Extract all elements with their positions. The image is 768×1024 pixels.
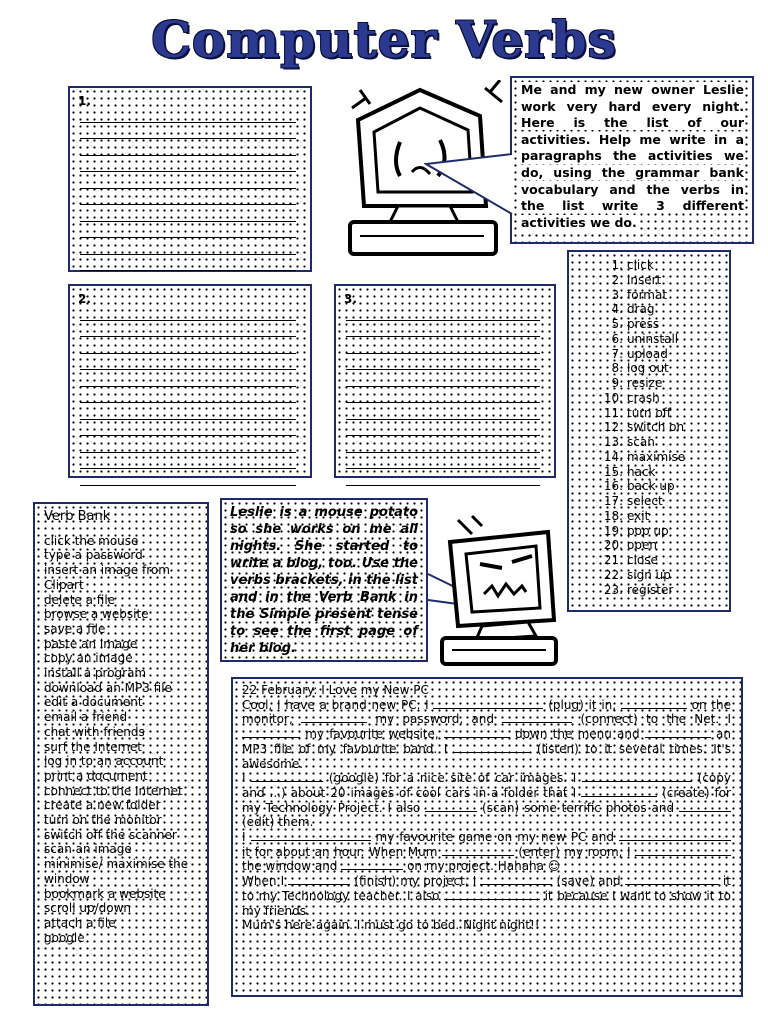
- verb-list-item: [569, 273, 729, 288]
- verb-list-verb: resize: [627, 376, 663, 390]
- verb-bank-item: install a program: [44, 666, 147, 681]
- fill-in-blank[interactable]: [251, 771, 323, 782]
- verb-list-verb: maximise: [627, 449, 686, 464]
- verb-list-number: 1.: [611, 258, 623, 272]
- fill-in-blank[interactable]: [679, 801, 731, 812]
- verb-list-item: [569, 420, 729, 435]
- fill-in-blank[interactable]: [645, 727, 711, 738]
- verb-list-number: 15.: [603, 464, 623, 479]
- verb-list-item: [569, 538, 729, 553]
- fill-in-blank[interactable]: [242, 727, 300, 738]
- verb-bank-item: log in to an account: [44, 754, 164, 769]
- verb-list-item: [569, 524, 729, 539]
- fill-in-blank[interactable]: [425, 801, 477, 812]
- verb-list-verb: scan: [627, 435, 655, 449]
- verb-list-item: [569, 465, 729, 480]
- verb-list-number: 14.: [603, 449, 623, 464]
- blog-text: it for about an hour. When Mum: [242, 844, 442, 859]
- verb-list-number: 12.: [603, 420, 623, 435]
- fill-in-blank[interactable]: [444, 727, 510, 738]
- verb-list-number: 20.: [603, 538, 623, 553]
- verb-list-item: [569, 553, 729, 568]
- verb-list-number: 6.: [611, 331, 623, 346]
- verb-list-number: 18.: [603, 508, 623, 523]
- verb-bank-item: turn on the monitor: [44, 813, 162, 828]
- verb-list-verb: turn off: [627, 405, 672, 420]
- blog-text: (enter) my room, I: [513, 844, 635, 859]
- verb-list-number: 21.: [603, 553, 623, 567]
- verb-bank-box: [33, 502, 209, 1006]
- verb-bank-item: google: [44, 930, 85, 945]
- verb-list-item: [569, 332, 729, 347]
- fill-in-blank[interactable]: [301, 712, 367, 723]
- verb-list-verb: click: [627, 258, 654, 272]
- verb-bank-item: minimise/ maximise the window: [44, 857, 189, 886]
- verb-bank-item: type a password: [44, 548, 143, 563]
- verb-list-verb: sign up: [627, 567, 671, 582]
- blog-text: Mum's here again. I must go to bed. Night night!!: [242, 918, 540, 933]
- verb-bank-item: create a new folder: [44, 798, 161, 813]
- verb-list-number: 10.: [603, 390, 623, 405]
- verb-bank-item: scan an image: [44, 842, 132, 857]
- verb-list-number: 17.: [603, 494, 623, 508]
- blog-text: my password, and: [367, 712, 503, 727]
- writing-lines: [346, 304, 540, 468]
- verb-list-verb: switch on: [627, 420, 685, 435]
- blog-text: on my project. Hahaha ☺: [403, 859, 561, 874]
- verb-bank-item: switch off the scanner: [44, 827, 177, 842]
- verb-bank-item: insert an image from Clipart: [44, 563, 170, 592]
- verb-list-number: 16.: [603, 479, 623, 494]
- fill-in-blank[interactable]: [454, 742, 530, 753]
- blog-text: (finish) my project, I: [350, 874, 481, 889]
- verb-bank-item: copy an image: [44, 651, 133, 666]
- verb-list-item: [569, 347, 729, 362]
- blog-text: (copy and ...) about 20 images of cool cars in a folder that I: [242, 771, 731, 800]
- verb-list-item: [569, 317, 729, 332]
- writing-lines: [80, 106, 296, 262]
- verb-list-item: [569, 450, 729, 465]
- blog-text: it to my Technology teacher. I also: [242, 874, 731, 903]
- blog-text: I: [242, 771, 252, 786]
- verb-list-number: 9.: [611, 376, 623, 390]
- verb-bank-item: connect to the Internet: [44, 783, 183, 798]
- verb-list-number: 11.: [603, 405, 623, 420]
- blog-text: (connect) to the Net. I: [572, 712, 731, 727]
- blog-text: it because I want to show it to my friends.: [242, 888, 731, 918]
- verb-bank-list: [44, 534, 207, 946]
- verb-list-item: [569, 406, 729, 421]
- blog-box[interactable]: [231, 677, 743, 997]
- verb-list-verb: uninstall: [627, 331, 679, 346]
- verb-list-number: 4.: [611, 302, 623, 317]
- blog-instruction-text: Leslie is a mouse potato so she works on me all nights. She started to write a blog, too. Use the verbs brackets, in the list and in the Verb Bank in the Simple present tense to see the first page of her blog.: [230, 505, 418, 656]
- verb-list-item: [569, 568, 729, 583]
- blog-text: (edit) them.: [242, 815, 314, 830]
- verb-list-verb: format: [627, 287, 668, 302]
- writing-box-2[interactable]: [68, 284, 312, 478]
- verb-bank-item: save a file: [44, 621, 106, 636]
- blog-text: (google) for a nice site of car images. I: [323, 771, 582, 786]
- verb-list-box: [567, 250, 731, 612]
- verb-list-item: [569, 302, 729, 317]
- fill-in-blank[interactable]: [581, 786, 657, 797]
- blog-text: When I: [242, 874, 289, 889]
- writing-lines: [80, 304, 296, 468]
- verb-bank-item: paste an image: [44, 636, 138, 651]
- fill-in-blank[interactable]: [433, 698, 543, 709]
- verb-list-number: 8.: [611, 361, 623, 376]
- writing-box-3[interactable]: [334, 284, 556, 478]
- verb-list-number: 23.: [603, 582, 623, 597]
- fill-in-blank[interactable]: [502, 712, 572, 723]
- blog-text: my favourite game on my new PC and: [370, 830, 619, 845]
- blog-paragraph: [242, 698, 731, 772]
- blog-text: (plug) it in,: [543, 697, 621, 712]
- blog-paragraph: [242, 683, 731, 698]
- fill-in-blank[interactable]: [582, 771, 692, 782]
- verb-list-item: [569, 376, 729, 391]
- verb-list-verb: register: [627, 582, 674, 597]
- verb-bank-item: click the mouse: [44, 533, 139, 548]
- verb-bank-item: surf the Internet: [44, 739, 142, 754]
- verb-bank-item: delete a file: [44, 592, 116, 607]
- verb-bank-item: email a friend: [44, 710, 128, 725]
- speech-pointer: [424, 150, 514, 220]
- verb-bank-heading: Verb Bank: [44, 509, 111, 524]
- verb-list-item: [569, 391, 729, 406]
- verb-list-item: [569, 258, 729, 273]
- blog-text: the window and: [242, 859, 342, 874]
- writing-box-number: 1.: [78, 94, 91, 108]
- fill-in-blank[interactable]: [480, 874, 552, 885]
- verb-list-verb: press: [627, 317, 660, 331]
- verb-bank-item: chat with friends: [44, 724, 145, 739]
- fill-in-blank[interactable]: [625, 874, 719, 885]
- fill-in-blank[interactable]: [341, 859, 403, 870]
- fill-in-blank[interactable]: [251, 830, 371, 841]
- verb-list-number: 3.: [611, 287, 623, 302]
- blog-text: (listen) to it several times. It's awesome.: [242, 741, 731, 771]
- fill-in-blank[interactable]: [621, 698, 687, 709]
- fill-in-blank[interactable]: [444, 889, 540, 900]
- instruction-speech-box: [510, 76, 754, 244]
- verb-list-verb: back up: [627, 479, 675, 494]
- fill-in-blank[interactable]: [442, 845, 514, 856]
- writing-box-1[interactable]: [68, 86, 312, 272]
- fill-in-blank[interactable]: [619, 830, 731, 841]
- verb-list-item: [569, 479, 729, 494]
- blog-text: (save) and: [552, 874, 625, 889]
- verb-list-verb: crash: [627, 390, 660, 405]
- verb-list-number: 7.: [611, 346, 623, 361]
- instruction-text: Me and my new owner Leslie work very hard every night. Here is the list of our activities. Help me write in a paragraphs the activities we do, using the grammar bank vocabulary and the verbs in the list write 3 different activities we do.: [521, 82, 744, 230]
- blog-text: 22 February: I Love my New PC: [242, 683, 429, 697]
- verb-list-verb: close: [627, 553, 658, 567]
- verb-list-verb: insert: [627, 272, 662, 287]
- verb-list-item: [569, 494, 729, 509]
- verb-bank-item: browse a website: [44, 607, 149, 622]
- verb-list-item: [569, 435, 729, 450]
- verb-list-item: [569, 583, 729, 598]
- blog-paragraph: [242, 830, 731, 874]
- blog-text: my favourite website,: [300, 727, 444, 742]
- fill-in-blank[interactable]: [288, 874, 350, 885]
- verb-list-number: 13.: [603, 435, 623, 449]
- blog-instruction-box: [220, 498, 428, 662]
- blog-text: on the monitor,: [242, 697, 731, 727]
- verb-list-number: 22.: [603, 567, 623, 582]
- verb-bank-item: print a document: [44, 768, 148, 783]
- verb-list-verb: pop up: [627, 523, 669, 538]
- blog-text: (scan) some terrific photos and: [477, 800, 679, 815]
- verb-list-verb: exit: [627, 508, 650, 523]
- angry-monitor-icon: [436, 512, 566, 672]
- verb-bank-item: download an MP3 file: [44, 680, 172, 695]
- verb-list-verb: hack: [627, 464, 656, 479]
- verb-list-verb: log out: [627, 361, 669, 376]
- blog-paragraph: [242, 874, 731, 918]
- fill-in-blank[interactable]: [635, 845, 731, 856]
- verb-list-verb: drag: [627, 302, 655, 317]
- blog-text: Cool, I have a brand new PC. I: [242, 697, 434, 712]
- page-title: Computer Verbs: [151, 10, 617, 69]
- verb-bank-item: bookmark a website: [44, 886, 166, 901]
- verb-bank-item: attach a file: [44, 915, 116, 930]
- verb-list-item: [569, 509, 729, 524]
- blog-text: down the menu and: [509, 727, 645, 742]
- verb-list-verb: select: [627, 494, 663, 508]
- verb-list-item: [569, 288, 729, 303]
- writing-box-number: 2.: [78, 292, 91, 306]
- blog-text: an MP3 file of my favourite band. I: [242, 727, 731, 756]
- verb-list-verb: upload: [627, 346, 668, 361]
- verb-list-number: 5.: [611, 317, 623, 331]
- writing-box-number: 3.: [344, 292, 357, 306]
- blog-text: (create) for my Technology Project. I also: [242, 785, 731, 815]
- verb-list-number: 19.: [603, 523, 623, 538]
- verb-bank-item: scroll up/down: [44, 901, 131, 916]
- blog-text: I: [242, 830, 251, 845]
- blog-paragraph: [242, 771, 731, 830]
- verb-bank-item: edit a document: [44, 695, 143, 710]
- verb-list-verb: open: [627, 538, 657, 553]
- verb-list-number: 2.: [611, 272, 623, 287]
- verb-list-item: [569, 361, 729, 376]
- blog-paragraph: [242, 918, 731, 933]
